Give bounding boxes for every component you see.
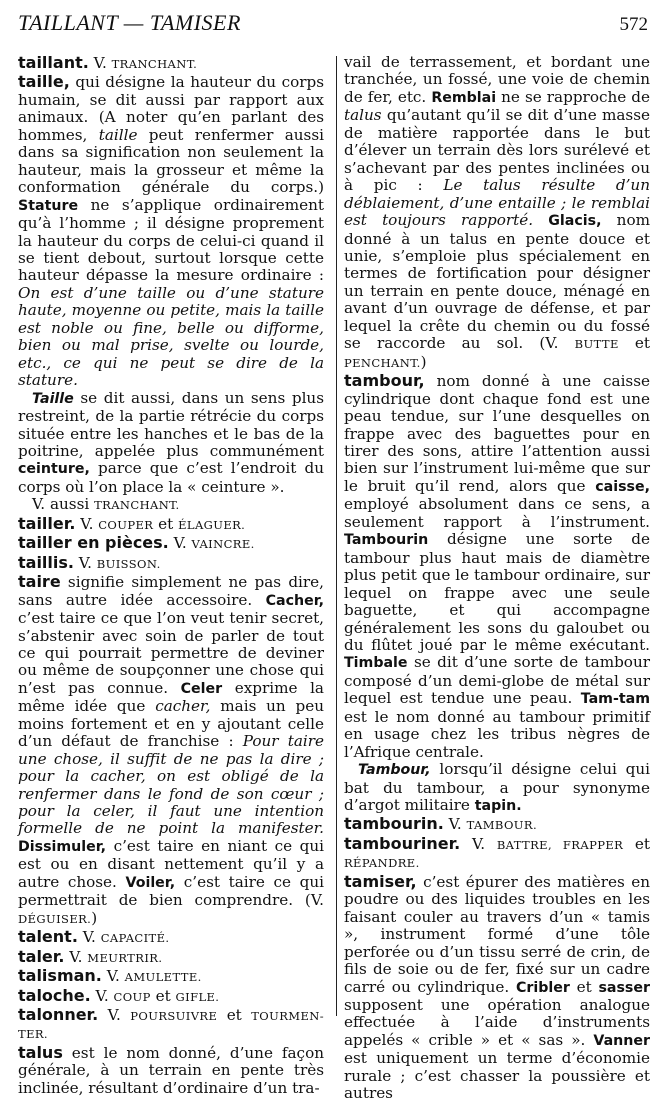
entry-taillant: taillant. V. TRANCHANT. — [18, 53, 198, 72]
entry-talus: talus est le nom donné, d’une façon générale, à un terrain en pente très inclinée, résultant d’ordinaire d’un tra- — [18, 1042, 324, 1097]
synonym: Tambour, — [358, 762, 431, 779]
synonym: sasser — [598, 979, 650, 996]
text-columns — [18, 53, 651, 1103]
synonym: Glacis, — [548, 213, 602, 230]
synonym: Voiler, — [125, 874, 176, 891]
headword: talent. — [18, 927, 78, 947]
headword: taler. — [18, 946, 65, 966]
example: Pour taire une chose, il suffit de ne pas la dire ; pour la cacher, on est obligé de la renfermer dans le fond de son cœur ; pour la celer, il faut une intention formelle de ne point la manifester. — [18, 732, 324, 838]
cross-reference: RÉPANDRE. — [344, 856, 420, 871]
synonym: Celer — [180, 680, 223, 697]
synonym: Vanner — [593, 1032, 650, 1049]
page-header — [18, 10, 648, 46]
entry-taille: taille, qui désigne la hauteur du corps humain, se dit aussi par rapport aux animaux. (A noter qu’en parlant des hommes, taille peut renfermer aussi dans sa signification non seulement la hauteur, mais la grosseur et même la conformation générale du corps.) Stature ne s’applique ordinairement qu’à l’homme ; il désigne proprement la hauteur du corps de celui-ci quand il se tient debout, surtout lorsque cette hauteur dépasse la mesure ordinaire : On est d’une taille ou d’une stature haute, moyenne ou petite, mais la taille est noble ou fine, belle ou difforme, bien ou mal prise, svelte ou lourde, etc., ce qui ne peut se dire de la stature. — [18, 72, 324, 390]
headword: talonner. — [18, 1005, 99, 1025]
entry-tailler: tailler. V. COUPER et ÉLAGUER. — [18, 513, 246, 533]
cross-reference: BUISSON. — [96, 556, 161, 571]
synonym: caisse, — [595, 478, 650, 495]
cross-reference: TOURMEN-TER. — [18, 1009, 325, 1042]
cross-reference: CAPACITÉ. — [100, 931, 170, 946]
left-column — [18, 54, 324, 1097]
cross-reference: BATTRE, FRAPPER — [496, 837, 624, 852]
synonym: Tambourin — [344, 532, 429, 549]
headword: taillis. — [18, 552, 74, 572]
cross-reference: ÉLAGUER. — [178, 517, 246, 532]
synonym: ceinture, — [18, 461, 90, 478]
entry-talonner: talonner. V. POURSUIVRE et TOURMEN-TER. — [18, 1005, 325, 1042]
headword: tambouriner. — [344, 833, 461, 853]
cross-reference: TRANCHANT. — [111, 57, 198, 71]
synonym: Taille — [32, 390, 74, 407]
entry-tambourin: tambourin. V. TAMBOUR. — [344, 814, 538, 834]
cross-reference: TAMBOUR. — [466, 818, 538, 833]
cross-reference: BUTTE — [574, 337, 619, 352]
entry-talus-continued: vail de terrassement, et bordant une tranchée, un fossé, une voie de chemin de fer, etc. Remblai ne se rapproche de talus qu’autant qu’il se dit d’une masse de matière rapportée dans le but d’élever un terrain dès lors surélevé et s’achevant par des pentes inclinées ou à pic : Le talus résulte d’un déblaiement, d’une entaille ; le remblai est toujours rapporté. Glacis, nom donné à un talus en pente douce et unie, s’emploie plus spécialement en termes de fortification pour désigner un terrain en pente douce, ménagé en avant d’un ouvrage de défense, et par lequel la crête du chemin ou du fossé se raccorde au sol. (V. BUTTE et PENCHANT.) — [344, 53, 651, 371]
entry-taille-see-also: V. aussi TRANCHANT. — [32, 495, 180, 514]
running-head: TAILLANT — TAMISER — [18, 10, 241, 35]
headword: tailler en pièces. — [18, 533, 169, 553]
cross-reference: PENCHANT. — [344, 355, 421, 370]
entry-talisman: talisman. V. AMULETTE. — [18, 966, 202, 986]
column-divider — [336, 56, 337, 1016]
headword: talus — [18, 1042, 63, 1062]
cross-reference: GIFLE. — [175, 989, 220, 1004]
headword: tamiser, — [344, 871, 417, 891]
synonym: tapin. — [474, 798, 522, 815]
entry-tailler-en-pieces: tailler en pièces. V. VAINCRE. — [18, 533, 255, 553]
entry-tambour: tambour, nom donné à une caisse cylindrique dont chaque fond est une peau tendue, sur l’une desquelles on frappe avec des baguettes pour en tirer des sons, attire l’attention aussi bien sur l’instrument lui-même que sur le bruit qu’il rend, alors que caisse, employé absolument dans ce sens, a seulement rapport à l’instrument. Tambourin désigne une sorte de tambour plus haut mais de diamètre plus petit que le tambour ordinaire, sur lequel on frappe avec une seule baguette, et qui accompagne généralement les sons du galoubet ou du flûtet joué par le même exécutant. Timbale se dit d’une sorte de tambour composé d’un demi-globe de métal sur lequel est tendue une peau. Tam-tam est le nom donné au tambour primitif en usage chez les tribus nègres de l’Afrique centrale. — [344, 371, 650, 761]
page-number: 572 — [619, 14, 648, 35]
synonym: Tam-tam — [580, 691, 650, 708]
entry-taire: taire signifie simplement ne pas dire, sans autre idée accessoire. Cacher, c’est taire ce que l’on veut tenir secret, s’abstenir avec soin de parler de tout ce qui pourrait permettre de deviner ou même de soupçonner une chose qui n’est pas connue. Celer exprime la même idée que cacher, mais un peu moins fortement et en y ajoutant celle d’un défaut de franchise : Pour taire une chose, il suffit de ne pas la dire ; pour la cacher, on est obligé de la renfermer dans le fond de son cœur ; pour la celer, il faut une intention formelle de ne point la manifester. Dissimuler, c’est taire en niant ce qui est ou en disant nettement qu’il y a autre chose. Voiler, c’est taire ce qui permettrait de bien comprendre. (V. DÉGUISER.) — [18, 572, 324, 927]
entry-taillis: taillis. V. BUISSON. — [18, 552, 161, 572]
headword: talisman. — [18, 966, 102, 986]
cross-reference: COUPER — [98, 517, 154, 532]
synonym: Cacher, — [265, 592, 324, 609]
synonym: Dissimuler, — [18, 838, 107, 855]
headword: tambour, — [344, 371, 425, 391]
example: Le talus résulte d’un déblaiement, d’une entaille ; le remblai est toujours rapporté. — [344, 176, 650, 230]
cross-reference: MEURTRIR. — [87, 950, 163, 965]
synonym: Stature — [18, 197, 79, 214]
headword: taloche. — [18, 985, 91, 1005]
headword: taillant. — [18, 53, 89, 72]
example: On est d’une taille ou d’une stature haute, moyenne ou petite, mais la taille est noble ou fine, belle ou difforme, bien ou mal prise, svelte ou lourde, etc., ce qui ne peut se dire de la stature. — [18, 283, 324, 390]
synonym: Timbale — [344, 655, 408, 672]
headword: taille, — [18, 72, 70, 92]
cross-reference: AMULETTE. — [124, 970, 202, 985]
cross-reference: DÉGUISER. — [18, 911, 92, 926]
cross-reference: COUP — [113, 989, 151, 1004]
synonym: Cribler — [515, 979, 570, 996]
synonym: Remblai — [431, 89, 497, 106]
entry-tamiser: tamiser, c’est épurer des matières en poudre ou des liquides troubles en les faisant couler au travers d’un « tamis », instrument formé d’une tôle perforée ou d’un tissu serré de crin, de fils de soie ou de fer, fixé sur un cadre carré ou cylindrique. Cribler et sasser supposent une opération analogue effectuée à l’aide d’instruments appelés « crible » et « sas ». Vanner est uniquement un terme d’économie rurale ; c’est chasser la poussière et autres — [344, 871, 650, 1103]
headword: tambourin. — [344, 814, 444, 834]
headword: tailler. — [18, 513, 76, 533]
entry-tambour-sense-2: Tambour, lorsqu’il désigne celui qui bat du tambour, a pour synonyme d’argot militaire tapin. — [344, 760, 650, 815]
entry-taler: taler. V. MEURTRIR. — [18, 946, 163, 966]
entry-talent: talent. V. CAPACITÉ. — [18, 927, 170, 947]
headword: taire — [18, 572, 61, 592]
cross-reference: POURSUIVRE — [130, 1009, 218, 1024]
entry-taille-sense-2: Taille se dit aussi, dans un sens plus restreint, de la partie rétrécie du corps située entre les hanches et le bas de la poitrine, appelée plus communément ceinture, parce que c’est l’endroit du corps où l’on place la « ceinture ». — [18, 388, 324, 496]
right-column — [344, 54, 650, 1103]
entry-taloche: taloche. V. COUP et GIFLE. — [18, 985, 220, 1005]
entry-tambouriner: tambouriner. V. BATTRE, FRAPPER et RÉPANDRE. — [344, 833, 650, 871]
cross-reference: TRANCHANT. — [94, 498, 180, 513]
cross-reference: VAINCRE. — [191, 537, 255, 552]
